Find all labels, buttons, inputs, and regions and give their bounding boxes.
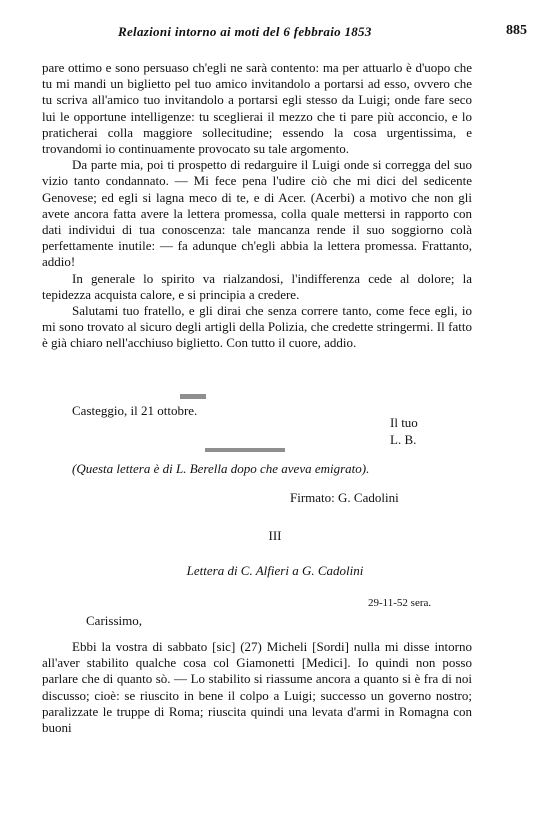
letter2-body: [42, 639, 472, 736]
running-title: Relazioni intorno ai moti del 6 febbraio 1853: [118, 24, 372, 39]
place-date: Casteggio, il 21 ottobre.: [72, 403, 198, 418]
letter-body: [42, 60, 472, 352]
section-numeral: III: [268, 528, 282, 543]
paragraph: Salutami tuo fratello, e gli dirai che senza correre tanto, come fece egli, io mi sono trovato al sicuro degli artigli della Polizia, che credette stringermi. Il fatto è già chiaro nell'acchiuso biglietto. Con tutto il cuore, addio.: [42, 303, 472, 351]
paragraph: Da parte mia, poi ti prospetto di redarguire il Luigi onde si corregga del suo vizio tanto condannato. — Mi fece pena l'udire ciò che mi dici del sedicente Genovese; ed egli si lagna meco di te, e di Acer. (Acerbi) a motivo che non gli avete ancora fatta avere la lettera promessa, colla quale mettersi in rapporto con dati individui di tua conoscenza: tale mancanza rende il suo soggiorno colà perfettamente inutile: — fa adunque ch'egli abbia la lettera promessa. Frattanto, addio!: [42, 157, 472, 270]
signature: L. B.: [390, 432, 417, 447]
page-number: 885: [506, 23, 527, 38]
closing: Il tuo: [390, 415, 418, 430]
paragraph: In generale lo spirito va rialzandosi, l'indifferenza cede al dolore; la tepidezza acquista calore, e si principia a credere.: [42, 270, 472, 302]
salutation: Carissimo,: [86, 613, 142, 628]
editor-note: (Questa lettera è di L. Berella dopo che aveva emigrato).: [72, 461, 370, 476]
letter-date: 29-11-52 sera.: [368, 597, 432, 609]
ink-smudge: [205, 448, 285, 452]
paragraph: Ebbi la vostra di sabbato [sic] (27) Micheli [Sordi] nulla mi disse intorno all'aver stabilito qualche cosa col Giamonetti [Medici]. Io quindi non posso parlare che di quanto sò. — Lo stabilito si riassume ancora a quanto si è fra di noi discusso; cioè: se riuscito in bene il colpo a Luigi; successo un governo nostro; paralizzate le truppe di Roma; riuscita quindi una levata d'armi in Romagna con buoni: [42, 639, 472, 736]
section-title: Lettera di C. Alfieri a G. Cadolini: [186, 563, 364, 578]
signed-by: Firmato: G. Cadolini: [290, 490, 399, 505]
ink-smudge: [180, 394, 206, 399]
paragraph: pare ottimo e sono persuaso ch'egli ne sarà contento: ma per attuarlo è d'uopo che tu mi mandi un biglietto pel tuo amico invitandolo a portarsi ad esso, ovvero che tu scriva all'amico tuo invitandolo a portarsi egli stesso da Luigi; onde fare seco lui le opportune intelligenze: tu sceglierai il mezzo che ti pare più acconcio, e lo praticherai colla maggiore sollecitudine; essendo la cosa urgentissima, e trovandomi io continuamente provocato su tale argomento.: [42, 60, 472, 157]
page-header: [0, 24, 550, 44]
